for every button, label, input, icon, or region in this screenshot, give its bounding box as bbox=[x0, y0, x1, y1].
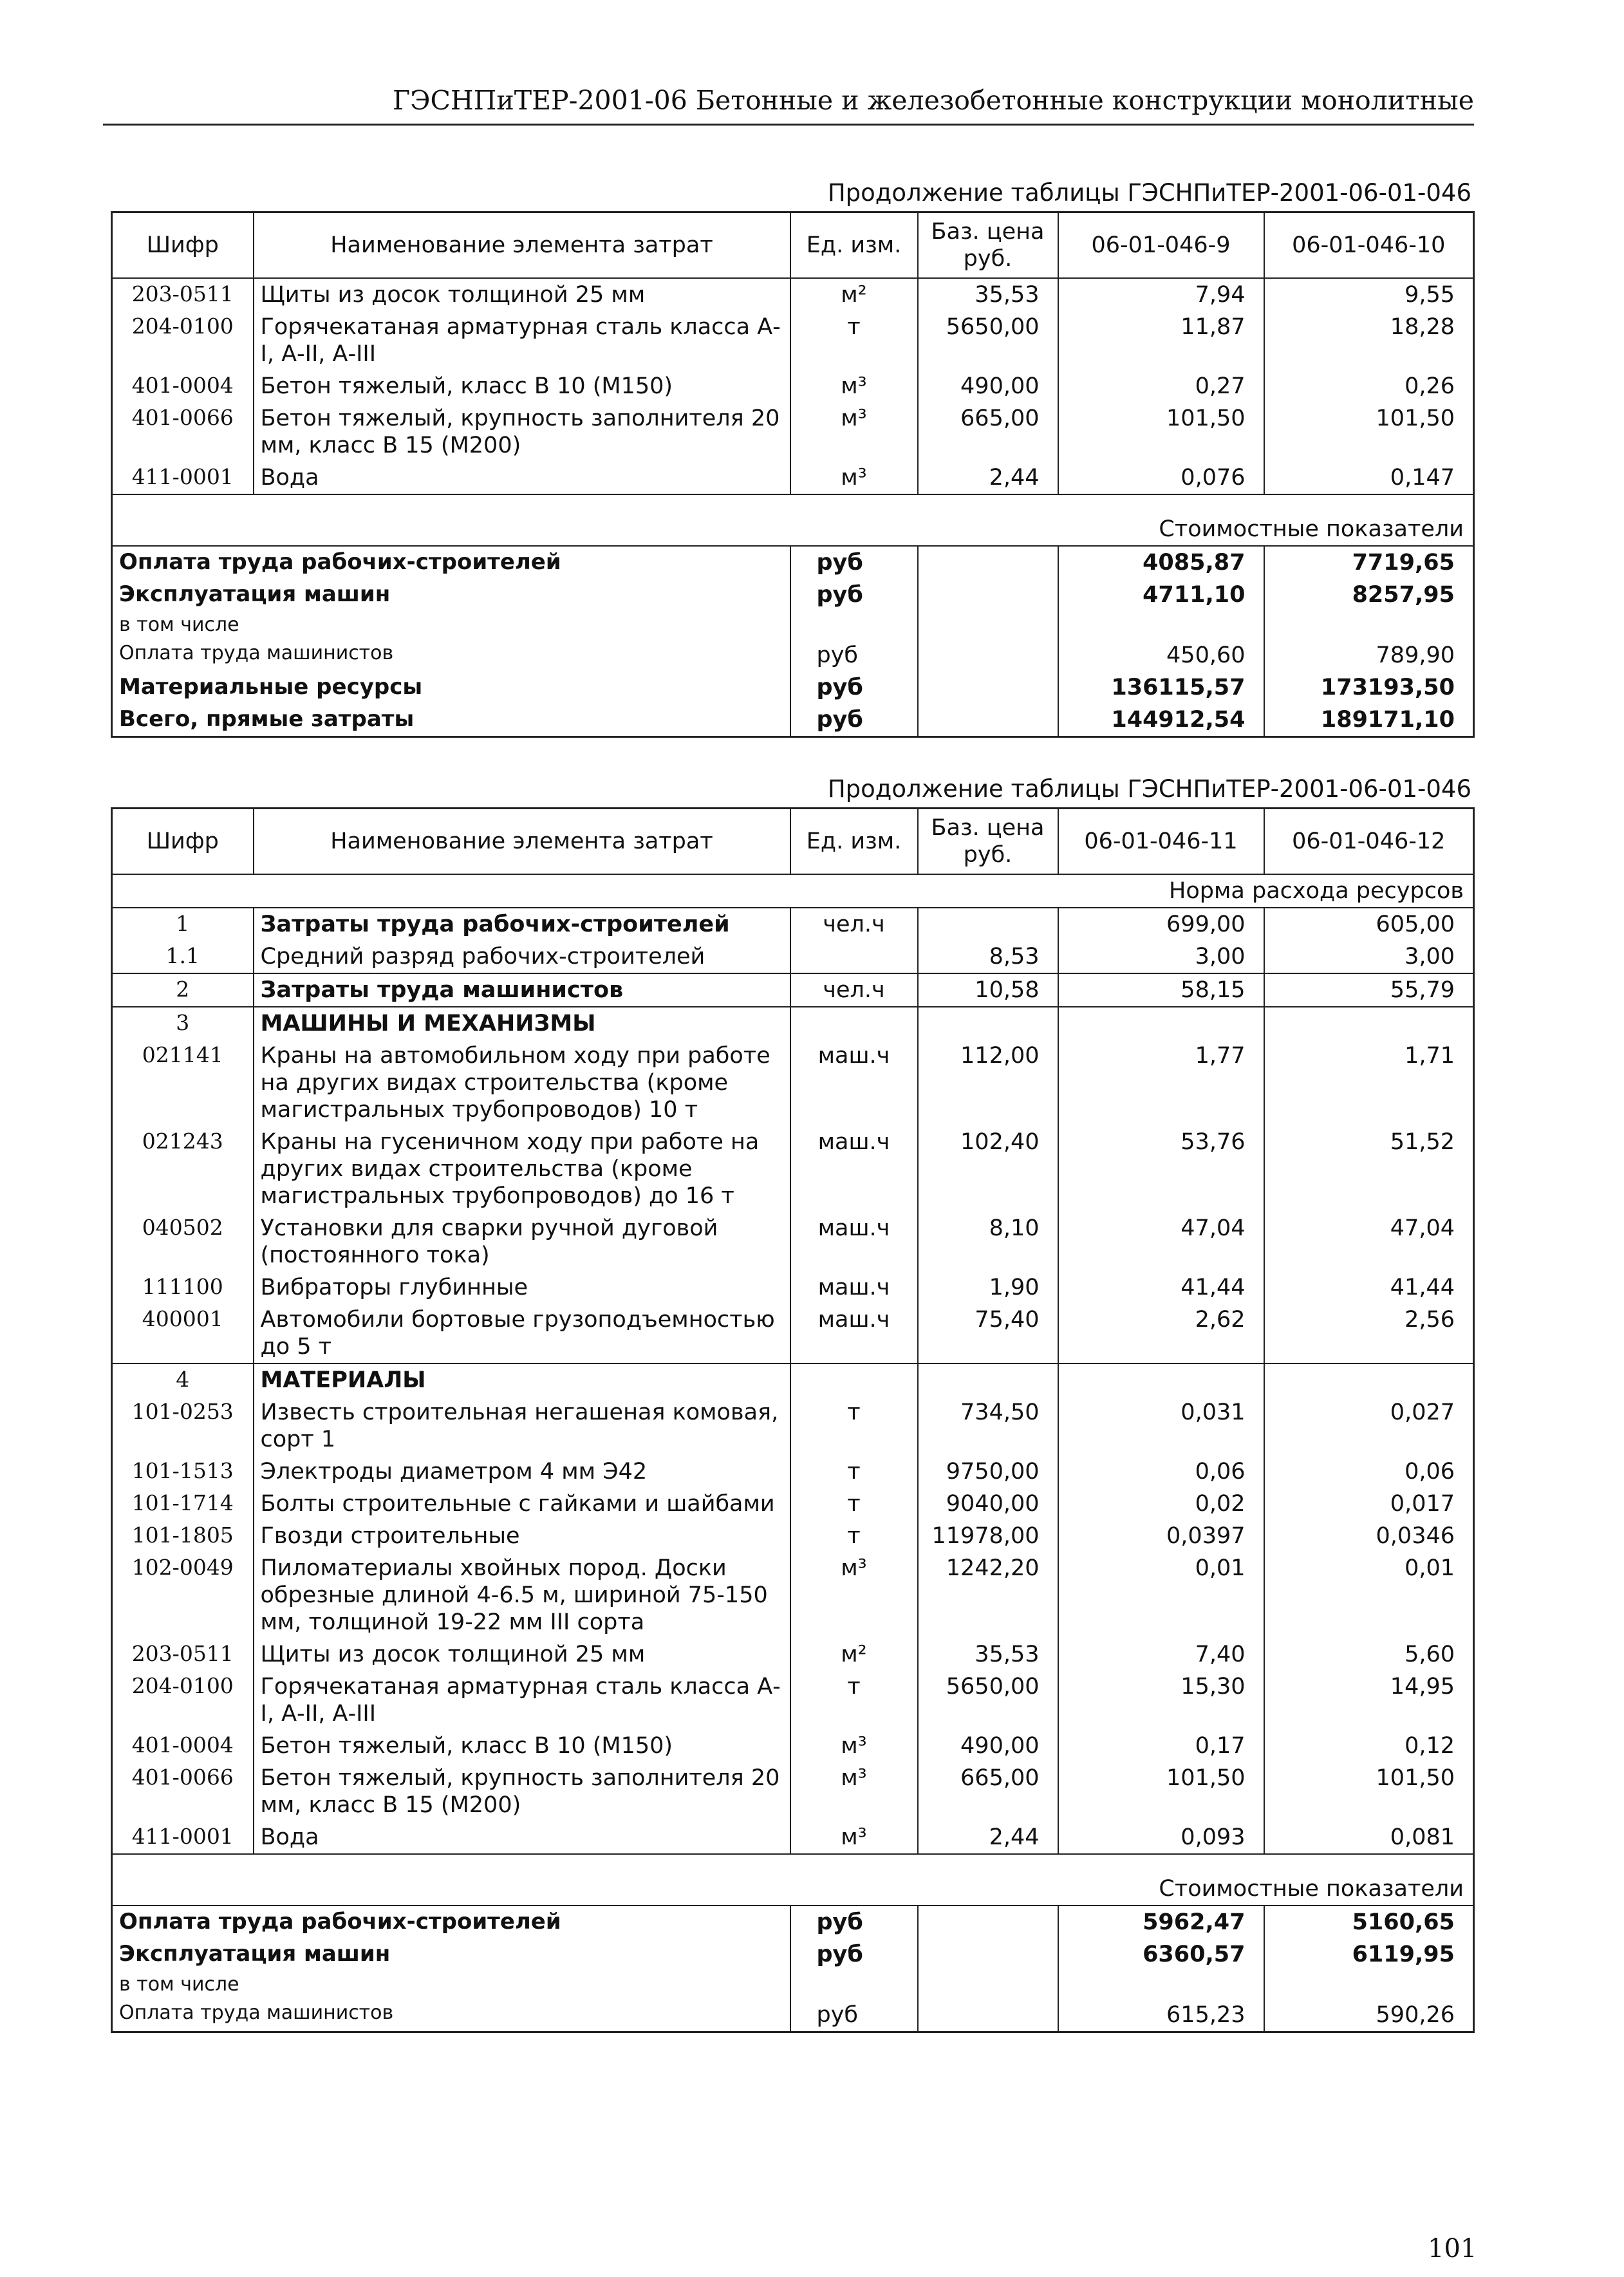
cell: 0,17 bbox=[1058, 1730, 1264, 1762]
cell: 204-0100 bbox=[131, 314, 234, 339]
cell: руб bbox=[790, 546, 918, 579]
cell: 0,27 bbox=[1058, 370, 1264, 402]
cell: 490,00 bbox=[918, 1730, 1058, 1762]
cell: 411-0001 bbox=[131, 1824, 234, 1849]
cell: в том числе bbox=[119, 1973, 239, 1996]
header-title: ГЭСНПиТЕР-2001-06 Бетонные и железобетонные конструкции монолитные bbox=[393, 85, 1474, 116]
cell: руб bbox=[790, 671, 918, 704]
cell: 2,56 bbox=[1264, 1304, 1474, 1363]
cell: руб bbox=[790, 1999, 918, 2032]
cell: 3,00 bbox=[1264, 941, 1474, 973]
cell: 3,00 bbox=[1058, 941, 1264, 973]
cell: 0,01 bbox=[1264, 1552, 1474, 1638]
cell: 665,00 bbox=[918, 402, 1058, 462]
cell: руб bbox=[790, 579, 918, 611]
cell: Краны на гусеничном ходу при работе на других видах строительства (кроме магистральных трубопроводов) до 16 т bbox=[254, 1126, 790, 1212]
table-row bbox=[112, 1126, 1474, 1212]
cell: т bbox=[790, 1520, 918, 1552]
cell bbox=[1058, 1007, 1264, 1040]
cell: 51,52 bbox=[1264, 1126, 1474, 1212]
cell: 590,26 bbox=[1264, 1999, 1474, 2032]
cell: Затраты труда рабочих-строителей bbox=[254, 908, 790, 941]
cell: 0,093 bbox=[1058, 1821, 1264, 1854]
cell: 101-1513 bbox=[131, 1458, 234, 1483]
table-row bbox=[112, 908, 1474, 941]
cell: 1 bbox=[112, 908, 254, 941]
cell: Известь строительная негашеная комовая, сорт 1 bbox=[254, 1396, 790, 1456]
cell: 0,076 bbox=[1058, 462, 1264, 494]
cell: м³ bbox=[790, 370, 918, 402]
cell: м³ bbox=[790, 462, 918, 494]
cell: 5650,00 bbox=[918, 1671, 1058, 1730]
cell: 0,081 bbox=[1264, 1821, 1474, 1854]
cell: 47,04 bbox=[1058, 1212, 1264, 1271]
cell: Вода bbox=[254, 1821, 790, 1854]
column-header: Шифр bbox=[112, 212, 254, 279]
cell: 112,00 bbox=[918, 1040, 1058, 1126]
table-row bbox=[112, 1671, 1474, 1730]
cell: 47,04 bbox=[1264, 1212, 1474, 1271]
column-header: Ед. изм. bbox=[790, 212, 918, 279]
cell: 2,62 bbox=[1058, 1304, 1264, 1363]
cell: м² bbox=[790, 278, 918, 311]
column-header: 06-01-046-9 bbox=[1058, 212, 1264, 279]
cell: 021141 bbox=[142, 1042, 223, 1067]
cell: 1,71 bbox=[1264, 1040, 1474, 1126]
cell: в том числе bbox=[119, 614, 239, 636]
cost-row bbox=[112, 611, 1474, 639]
cell: 101,50 bbox=[1264, 1762, 1474, 1821]
cell: Бетон тяжелый, крупность заполнителя 20 мм, класс В 15 (М200) bbox=[254, 402, 790, 462]
table-row bbox=[112, 1638, 1474, 1671]
table-row bbox=[112, 941, 1474, 973]
cell: Оплата труда машинистов bbox=[119, 642, 394, 664]
cell bbox=[918, 1906, 1058, 1938]
cell: 101-1805 bbox=[131, 1523, 234, 1548]
cell: Средний разряд рабочих-строителей bbox=[254, 941, 790, 973]
cell: 0,26 bbox=[1264, 370, 1474, 402]
table-row bbox=[112, 1271, 1474, 1304]
cell: Гвозди строительные bbox=[254, 1520, 790, 1552]
cell: 401-0004 bbox=[131, 373, 234, 398]
table-row bbox=[112, 1730, 1474, 1762]
cell: 9,55 bbox=[1264, 278, 1474, 311]
column-header: Наименование элемента затрат bbox=[254, 809, 790, 875]
cell: 490,00 bbox=[918, 370, 1058, 402]
cell: 7,94 bbox=[1058, 278, 1264, 311]
cell: 2,44 bbox=[918, 1821, 1058, 1854]
cell: руб bbox=[790, 1906, 918, 1938]
column-header: Баз. цена руб. bbox=[918, 212, 1058, 279]
cell: 0,147 bbox=[1264, 462, 1474, 494]
cost-row bbox=[112, 1999, 1474, 2032]
cell: 0,031 bbox=[1058, 1396, 1264, 1456]
table-row bbox=[112, 1456, 1474, 1488]
cell: 14,95 bbox=[1264, 1671, 1474, 1730]
column-header: 06-01-046-11 bbox=[1058, 809, 1264, 875]
cell: маш.ч bbox=[790, 1212, 918, 1271]
cell: 665,00 bbox=[918, 1762, 1058, 1821]
cell: м³ bbox=[790, 1762, 918, 1821]
table-row bbox=[112, 1520, 1474, 1552]
cell: т bbox=[790, 1456, 918, 1488]
cell: чел.ч bbox=[790, 973, 918, 1007]
cell bbox=[790, 1363, 918, 1396]
cell: 1.1 bbox=[165, 943, 200, 968]
cell: 58,15 bbox=[1058, 973, 1264, 1007]
cell bbox=[1264, 1363, 1474, 1396]
cell: 35,53 bbox=[918, 1638, 1058, 1671]
cell: Щиты из досок толщиной 25 мм bbox=[254, 1638, 790, 1671]
cell: т bbox=[790, 311, 918, 370]
cell: 699,00 bbox=[1058, 908, 1264, 941]
table-row bbox=[112, 311, 1474, 370]
costs-band-row bbox=[112, 1854, 1474, 1906]
cost-row bbox=[112, 579, 1474, 611]
cell bbox=[918, 1971, 1058, 1999]
column-header: Ед. изм. bbox=[790, 809, 918, 875]
cell: 11,87 bbox=[1058, 311, 1264, 370]
cell: 5160,65 bbox=[1264, 1906, 1474, 1938]
cell: 8,10 bbox=[918, 1212, 1058, 1271]
cell: 10,58 bbox=[918, 973, 1058, 1007]
table-row bbox=[112, 1040, 1474, 1126]
cell: 040502 bbox=[142, 1215, 223, 1240]
costs-band-row bbox=[112, 494, 1474, 546]
cell: 203-0511 bbox=[131, 1641, 234, 1666]
cell: маш.ч bbox=[790, 1271, 918, 1304]
cell: чел.ч bbox=[790, 908, 918, 941]
cell: 4085,87 bbox=[1058, 546, 1264, 579]
cell: маш.ч bbox=[790, 1304, 918, 1363]
cell: м³ bbox=[790, 1821, 918, 1854]
cell: 6119,95 bbox=[1264, 1938, 1474, 1971]
cell: 7719,65 bbox=[1264, 546, 1474, 579]
table1-caption: Продолжение таблицы ГЭСНПиТЕР-2001-06-01-046 bbox=[827, 179, 1471, 207]
norm-label: Норма расхода ресурсов bbox=[112, 874, 1474, 908]
cell: Установки для сварки ручной дуговой (постоянного тока) bbox=[254, 1212, 790, 1271]
cell: Эксплуатация машин bbox=[119, 1941, 391, 1967]
cell: 605,00 bbox=[1264, 908, 1474, 941]
cell: Материальные ресурсы bbox=[119, 674, 423, 700]
cell: Бетон тяжелый, класс В 10 (М150) bbox=[254, 1730, 790, 1762]
cell: Оплата труда рабочих-строителей bbox=[119, 549, 561, 575]
cell: 0,06 bbox=[1058, 1456, 1264, 1488]
cell bbox=[790, 611, 918, 639]
cell: 0,12 bbox=[1264, 1730, 1474, 1762]
cell bbox=[918, 1938, 1058, 1971]
cell: Всего, прямые затраты bbox=[119, 706, 415, 732]
table2-caption: Продолжение таблицы ГЭСНПиТЕР-2001-06-01-046 bbox=[827, 775, 1471, 803]
cell bbox=[918, 1363, 1058, 1396]
cell: Вода bbox=[254, 462, 790, 494]
cell: 136115,57 bbox=[1058, 671, 1264, 704]
cell: 0,0346 bbox=[1264, 1520, 1474, 1552]
cell: 6360,57 bbox=[1058, 1938, 1264, 1971]
cell: 102-0049 bbox=[131, 1555, 234, 1580]
resource-table-2 bbox=[111, 807, 1475, 2033]
cell: 0,02 bbox=[1058, 1488, 1264, 1520]
column-header: 06-01-046-10 bbox=[1264, 212, 1474, 279]
cell: 144912,54 bbox=[1058, 704, 1264, 737]
cell: 789,90 bbox=[1264, 639, 1474, 671]
table-row bbox=[112, 370, 1474, 402]
cell bbox=[1058, 1363, 1264, 1396]
table-row bbox=[112, 1821, 1474, 1854]
cell: Горячекатаная арматурная сталь класса А-I, А-II, А-III bbox=[254, 1671, 790, 1730]
table-row bbox=[112, 973, 1474, 1007]
cell: 2,44 bbox=[918, 462, 1058, 494]
table-row bbox=[112, 462, 1474, 494]
cell: Оплата труда рабочих-строителей bbox=[119, 1909, 561, 1935]
column-header: Наименование элемента затрат bbox=[254, 212, 790, 279]
cost-row bbox=[112, 639, 1474, 671]
cell: Эксплуатация машин bbox=[119, 581, 391, 607]
cell: 101-0253 bbox=[131, 1399, 234, 1424]
cell: Оплата труда машинистов bbox=[119, 2001, 394, 2024]
cost-row bbox=[112, 546, 1474, 579]
table-row bbox=[112, 1363, 1474, 1396]
cell: 101-1714 bbox=[131, 1490, 234, 1515]
cell: 615,23 bbox=[1058, 1999, 1264, 2032]
table-row bbox=[112, 278, 1474, 311]
cell: 53,76 bbox=[1058, 1126, 1264, 1212]
cell bbox=[918, 639, 1058, 671]
cell bbox=[918, 1999, 1058, 2032]
cell bbox=[918, 579, 1058, 611]
cell: Болты строительные с гайками и шайбами bbox=[254, 1488, 790, 1520]
cell: 9750,00 bbox=[918, 1456, 1058, 1488]
cell: 189171,10 bbox=[1264, 704, 1474, 737]
cell: 021243 bbox=[142, 1129, 223, 1154]
cell: 11978,00 bbox=[918, 1520, 1058, 1552]
norm-band-row bbox=[112, 874, 1474, 908]
cell: т bbox=[790, 1488, 918, 1520]
header-row bbox=[112, 809, 1474, 875]
cell: 5,60 bbox=[1264, 1638, 1474, 1671]
cell: Горячекатаная арматурная сталь класса А-I, А-II, А-III bbox=[254, 311, 790, 370]
cell: 4 bbox=[112, 1363, 254, 1396]
table-row bbox=[112, 1007, 1474, 1040]
cell: 1,77 bbox=[1058, 1040, 1264, 1126]
column-header: Шифр bbox=[112, 809, 254, 875]
costs-label: Стоимостные показатели bbox=[112, 1854, 1474, 1906]
cell: 102,40 bbox=[918, 1126, 1058, 1212]
cell: 111100 bbox=[142, 1274, 223, 1299]
cell: 0,06 bbox=[1264, 1456, 1474, 1488]
cost-row bbox=[112, 1906, 1474, 1938]
cell: 203-0511 bbox=[131, 281, 234, 306]
cell: Краны на автомобильном ходу при работе на других видах строительства (кроме магистральных трубопроводов) 10 т bbox=[254, 1040, 790, 1126]
header-row bbox=[112, 212, 1474, 279]
cell bbox=[918, 671, 1058, 704]
cell: 5962,47 bbox=[1058, 1906, 1264, 1938]
cell bbox=[1058, 611, 1264, 639]
cell: м³ bbox=[790, 1730, 918, 1762]
cell: 8,53 bbox=[918, 941, 1058, 973]
cell bbox=[1264, 1007, 1474, 1040]
page-header bbox=[103, 82, 1474, 126]
table-row bbox=[112, 1552, 1474, 1638]
cell: 1242,20 bbox=[918, 1552, 1058, 1638]
cell: 204-0100 bbox=[131, 1673, 234, 1698]
cell bbox=[790, 941, 918, 973]
cell: 411-0001 bbox=[131, 464, 234, 489]
cell: Щиты из досок толщиной 25 мм bbox=[254, 278, 790, 311]
cell: 401-0004 bbox=[131, 1732, 234, 1757]
cell: 15,30 bbox=[1058, 1671, 1264, 1730]
cell: Бетон тяжелый, класс В 10 (М150) bbox=[254, 370, 790, 402]
column-header: 06-01-046-12 bbox=[1264, 809, 1474, 875]
cell: Вибраторы глубинные bbox=[254, 1271, 790, 1304]
cell: т bbox=[790, 1396, 918, 1456]
cell: 401-0066 bbox=[131, 1765, 234, 1790]
cell: м³ bbox=[790, 1552, 918, 1638]
cell: 101,50 bbox=[1264, 402, 1474, 462]
cell: руб bbox=[790, 1938, 918, 1971]
cell: 5650,00 bbox=[918, 311, 1058, 370]
cost-row bbox=[112, 1938, 1474, 1971]
cell: 101,50 bbox=[1058, 402, 1264, 462]
cell: Затраты труда машинистов bbox=[254, 973, 790, 1007]
cell: 3 bbox=[112, 1007, 254, 1040]
cell: 450,60 bbox=[1058, 639, 1264, 671]
cell bbox=[918, 908, 1058, 941]
cell: 173193,50 bbox=[1264, 671, 1474, 704]
cell bbox=[918, 1007, 1058, 1040]
cell: маш.ч bbox=[790, 1126, 918, 1212]
cell bbox=[918, 611, 1058, 639]
cell bbox=[918, 546, 1058, 579]
table-row bbox=[112, 1304, 1474, 1363]
cell: 0,0397 bbox=[1058, 1520, 1264, 1552]
cell: руб bbox=[790, 704, 918, 737]
cell: 9040,00 bbox=[918, 1488, 1058, 1520]
cell: 1,90 bbox=[918, 1271, 1058, 1304]
table-row bbox=[112, 1762, 1474, 1821]
cell bbox=[1058, 1971, 1264, 1999]
cell: Пиломатериалы хвойных пород. Доски обрезные длиной 4-6.5 м, шириной 75-150 мм, толщиной 19-22 мм III сорта bbox=[254, 1552, 790, 1638]
cell: 101,50 bbox=[1058, 1762, 1264, 1821]
cell: м² bbox=[790, 1638, 918, 1671]
cell: т bbox=[790, 1671, 918, 1730]
cell bbox=[790, 1971, 918, 1999]
cell: 0,027 bbox=[1264, 1396, 1474, 1456]
resource-table-1 bbox=[111, 211, 1475, 738]
column-header: Баз. цена руб. bbox=[918, 809, 1058, 875]
cell bbox=[1264, 1971, 1474, 1999]
cell: 401-0066 bbox=[131, 405, 234, 430]
cell: Автомобили бортовые грузоподъемностью до 5 т bbox=[254, 1304, 790, 1363]
cell: 8257,95 bbox=[1264, 579, 1474, 611]
cell bbox=[790, 1007, 918, 1040]
cell: 734,50 bbox=[918, 1396, 1058, 1456]
costs-label: Стоимостные показатели bbox=[112, 494, 1474, 546]
cost-row bbox=[112, 671, 1474, 704]
table-row bbox=[112, 1212, 1474, 1271]
cell: м³ bbox=[790, 402, 918, 462]
table-row bbox=[112, 1396, 1474, 1456]
cell: 18,28 bbox=[1264, 311, 1474, 370]
cell: 41,44 bbox=[1058, 1271, 1264, 1304]
cell: 35,53 bbox=[918, 278, 1058, 311]
cell: 0,017 bbox=[1264, 1488, 1474, 1520]
cell: 41,44 bbox=[1264, 1271, 1474, 1304]
cell: Бетон тяжелый, крупность заполнителя 20 мм, класс В 15 (М200) bbox=[254, 1762, 790, 1821]
cell: МАТЕРИАЛЫ bbox=[254, 1363, 790, 1396]
cost-row bbox=[112, 1971, 1474, 1999]
cell: 0,01 bbox=[1058, 1552, 1264, 1638]
table-row bbox=[112, 1488, 1474, 1520]
cell bbox=[918, 704, 1058, 737]
table-row bbox=[112, 402, 1474, 462]
cell: маш.ч bbox=[790, 1040, 918, 1126]
cell: руб bbox=[790, 639, 918, 671]
cell: Электроды диаметром 4 мм Э42 bbox=[254, 1456, 790, 1488]
cell: 7,40 bbox=[1058, 1638, 1264, 1671]
cell: МАШИНЫ И МЕХАНИЗМЫ bbox=[254, 1007, 790, 1040]
page-number: 101 bbox=[1428, 2234, 1477, 2263]
cost-row bbox=[112, 704, 1474, 737]
cell: 4711,10 bbox=[1058, 579, 1264, 611]
cell bbox=[1264, 611, 1474, 639]
cell: 75,40 bbox=[918, 1304, 1058, 1363]
cell: 400001 bbox=[142, 1306, 223, 1331]
cell: 55,79 bbox=[1264, 973, 1474, 1007]
cell: 2 bbox=[112, 973, 254, 1007]
